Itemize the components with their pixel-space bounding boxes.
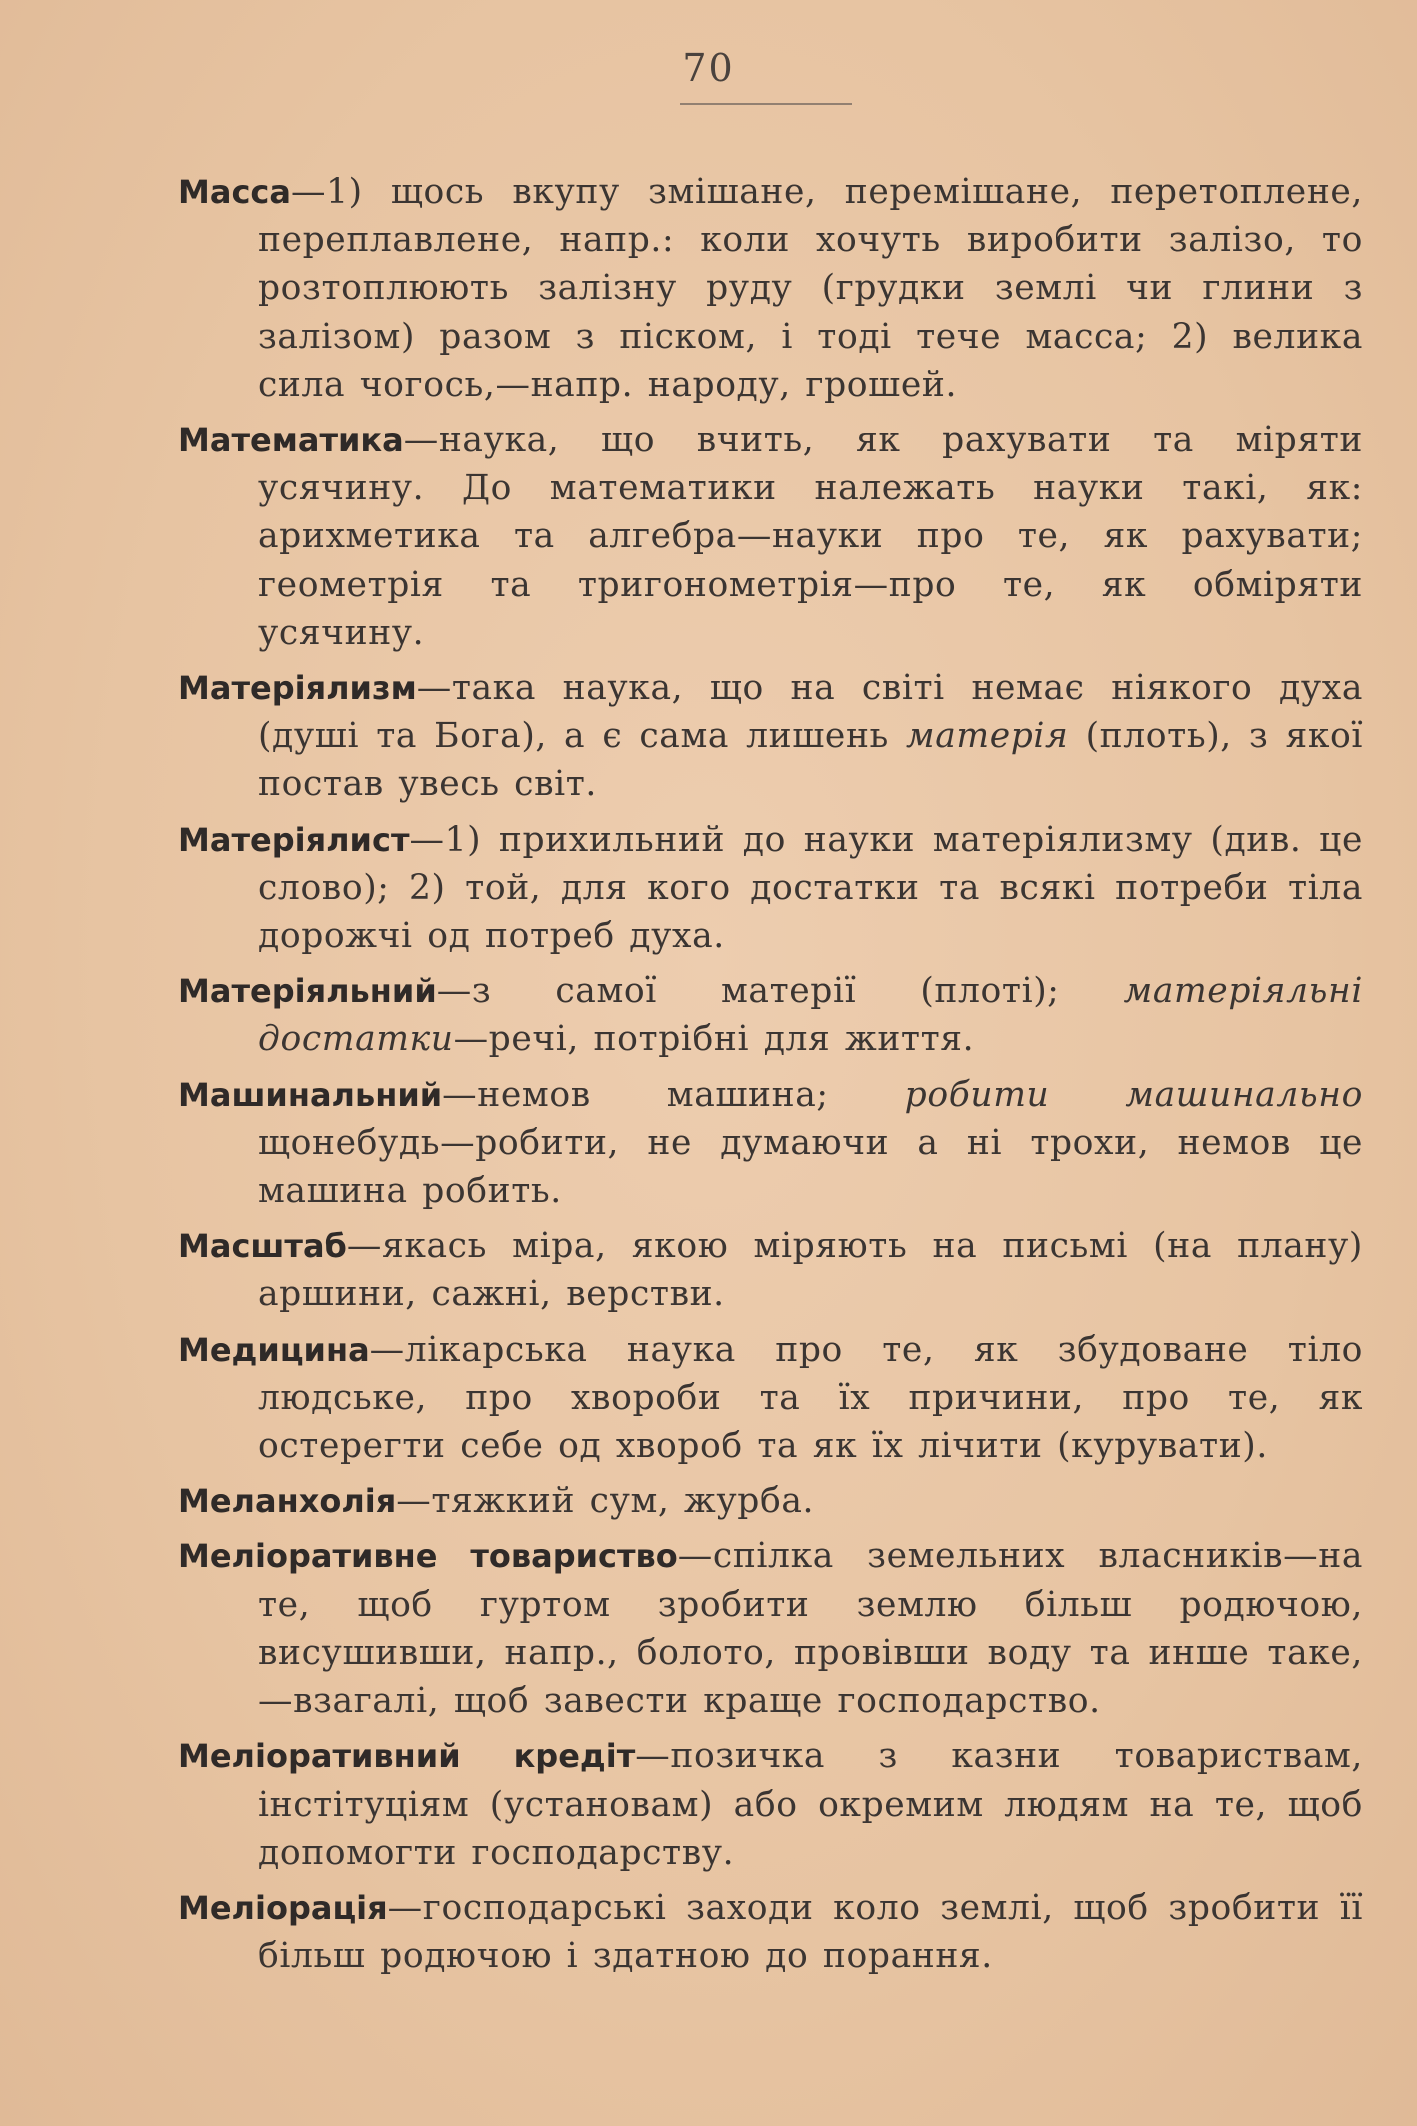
entry-term: Машинальний — [178, 1075, 443, 1114]
entry-term: Матеріялист — [178, 820, 410, 859]
dictionary-entry — [178, 1884, 1363, 1980]
entry-term: Медицина — [178, 1330, 370, 1369]
entry-definition-text: —наука, що вчить, як рахувати та міряти усячину. До математики належать науки такі, як: арихметика та алгебра—науки про те, як рахувати; геометрія та тригонометрія—про те, як обміряти усячину. — [258, 420, 1363, 653]
entry-italic-phrase: матеріяльні достатки — [258, 971, 1363, 1060]
dictionary-entry — [178, 1326, 1363, 1471]
entry-term: Математика — [178, 421, 404, 460]
entry-term: Масса — [178, 173, 291, 211]
entry-term: Масштаб — [178, 1227, 347, 1266]
entry-definition-text: —1) щось вкупу змішане, перемішане, перетоплене, переплавлене, напр.: коли хочуть виробити залізо, то розтоплюють залізну руду (грудки землі чи глини з залізом) разом з піском, і тоді тече масса; 2) велика сила чогось,—напр. народу, грошей. — [258, 172, 1363, 405]
entry-definition-text: —з самої матерії (плоті); — [436, 971, 1124, 1012]
entry-term: Меланхолія — [178, 1482, 397, 1521]
dictionary-entry — [178, 168, 1363, 409]
dictionary-entry — [178, 1071, 1363, 1216]
entry-italic-phrase: матерія — [906, 716, 1069, 757]
entry-definition-text: —господарські заходи коло землі, щоб зробити її більш родючою і здатною до порання. — [258, 1887, 1363, 1977]
entry-term: Меліоративний кредіт — [178, 1737, 636, 1776]
entry-definition-text: —якась міра, якою міряють на письмі (на плану) аршини, сажні, верстви. — [258, 1226, 1363, 1315]
dictionary-entry — [178, 1532, 1363, 1725]
dictionary-entry — [178, 816, 1363, 961]
entry-definition-text: —позичка з казни товариствам, інстітуціям (установам) або окремим людям на те, щоб допомогти господарству. — [258, 1736, 1363, 1873]
entry-term: Меліоративне товариство — [178, 1537, 678, 1576]
page-number: 70 — [682, 46, 735, 90]
entry-definition-text: —спілка земельних власників—на те, щоб гуртом зробити землю більш родючою, висушивши, напр., болото, провівши воду та инше таке,—взагалі, щоб завести краще господарство. — [258, 1536, 1364, 1722]
entry-definition-text: —немов машина; — [442, 1074, 905, 1115]
dictionary-entries — [178, 168, 1363, 1987]
entry-definition-text: (плоть), з якої постав увесь світ. — [258, 716, 1363, 805]
dictionary-entry — [178, 416, 1363, 657]
dictionary-entry — [178, 967, 1363, 1063]
entry-italic-phrase: робити машинально — [904, 1074, 1363, 1115]
dictionary-entry — [178, 1477, 1363, 1525]
entry-definition-text: —лікарська наука про те, як збудоване тіло людське, про хвороби та їх причини, про те, як остерегти себе од хвороб та як їх лічити (курувати). — [258, 1329, 1363, 1467]
entry-term: Матеріяльний — [178, 972, 437, 1011]
entry-term: Матеріялизм — [178, 669, 417, 708]
dictionary-entry — [178, 1732, 1363, 1877]
entry-definition-text: —речі, потрібні для життя. — [453, 1019, 975, 1060]
entry-term: Меліорація — [178, 1888, 388, 1927]
entry-definition-text: щонебудь—робити, не думаючи а ні трохи, немов це машина робить. — [258, 1122, 1363, 1212]
dictionary-entry — [178, 664, 1363, 809]
entry-definition-text: —така наука, що на світі немає ніякого духа (душі та Бога), а є сама лишень — [258, 668, 1363, 757]
page-number-rule — [680, 103, 852, 105]
entry-definition-text: —тяжкий сум, журба. — [396, 1481, 815, 1522]
dictionary-entry — [178, 1222, 1363, 1318]
entry-definition-text: —1) прихильний до науки матеріялизму (див. це слово); 2) той, для кого достатки та всякі потреби тіла дорожчі од потреб духа. — [258, 819, 1363, 957]
